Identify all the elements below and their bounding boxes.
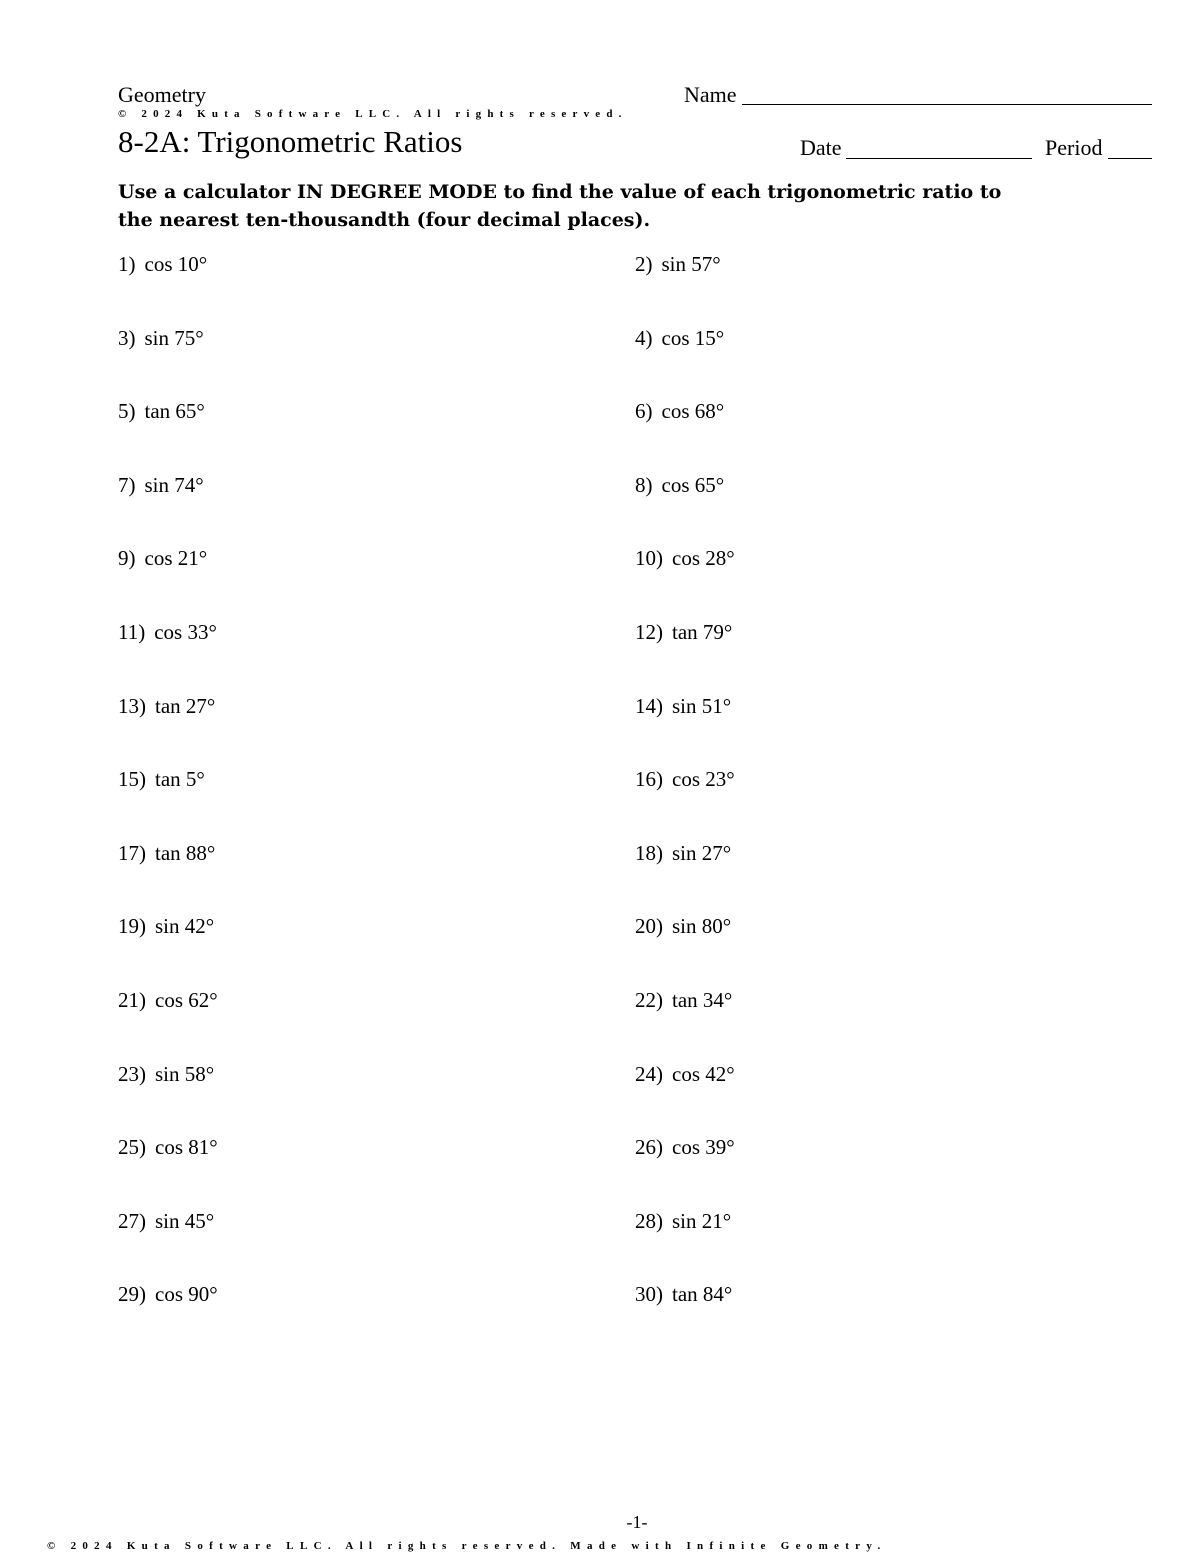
problem-item bbox=[635, 988, 732, 1013]
problem-number: 15) bbox=[118, 767, 146, 792]
problem-item bbox=[118, 767, 205, 792]
problem-expression: sin 21° bbox=[672, 1208, 732, 1233]
course-name: Geometry bbox=[118, 82, 206, 107]
problem-item bbox=[118, 326, 204, 351]
problem-expression: cos 10° bbox=[144, 252, 208, 276]
problem-item bbox=[118, 473, 204, 498]
problem-item bbox=[118, 1135, 218, 1160]
period-label: Period bbox=[1045, 135, 1103, 160]
problem-item bbox=[118, 546, 207, 571]
problem-number: 3) bbox=[118, 325, 136, 350]
problem-number: 2) bbox=[635, 252, 653, 276]
problem-number: 4) bbox=[635, 325, 653, 350]
problem-expression: tan 84° bbox=[672, 1282, 733, 1307]
problem-number: 25) bbox=[118, 1135, 146, 1160]
problem-number: 23) bbox=[118, 1061, 146, 1086]
problem-expression: tan 79° bbox=[672, 620, 733, 644]
problem-expression: sin 75° bbox=[144, 325, 204, 350]
problem-number: 9) bbox=[118, 546, 136, 571]
problem-item bbox=[118, 399, 205, 424]
problem-number: 10) bbox=[635, 546, 663, 571]
problem-expression: cos 28° bbox=[672, 546, 735, 571]
problem-expression: cos 62° bbox=[155, 988, 218, 1012]
problem-item bbox=[118, 694, 215, 719]
problem-number: 19) bbox=[118, 914, 146, 939]
problem-item bbox=[635, 252, 721, 277]
problem-item bbox=[635, 326, 724, 351]
problem-number: 30) bbox=[635, 1282, 663, 1307]
page-number: -1- bbox=[626, 1512, 648, 1532]
problem-number: 18) bbox=[635, 840, 663, 865]
problem-item bbox=[635, 914, 731, 939]
worksheet-title: 8-2A: Trigonometric Ratios bbox=[118, 124, 463, 159]
date-label: Date bbox=[800, 135, 842, 160]
problem-number: 26) bbox=[635, 1135, 663, 1160]
problem-expression: sin 51° bbox=[672, 693, 732, 718]
problem-expression: sin 74° bbox=[144, 472, 204, 497]
problem-item bbox=[118, 1209, 214, 1234]
problem-expression: tan 5° bbox=[155, 767, 205, 792]
problem-expression: cos 23° bbox=[672, 767, 735, 792]
problem-expression: sin 45° bbox=[155, 1208, 215, 1233]
problem-number: 17) bbox=[118, 840, 146, 865]
problem-expression: cos 81° bbox=[155, 1135, 218, 1160]
copyright-footer: © 2024 Kuta Software LLC. All rights reserved. Made with Infinite Geometry. bbox=[47, 1540, 887, 1552]
problem-number: 14) bbox=[635, 693, 663, 718]
problem-item bbox=[118, 914, 214, 939]
problem-expression: tan 34° bbox=[672, 988, 733, 1012]
problem-expression: tan 88° bbox=[155, 840, 216, 865]
problem-number: 24) bbox=[635, 1061, 663, 1086]
problem-number: 1) bbox=[118, 252, 136, 276]
name-blank-line bbox=[742, 104, 1152, 105]
problem-item bbox=[635, 399, 724, 424]
problem-item bbox=[635, 1135, 735, 1160]
problem-expression: cos 21° bbox=[144, 546, 208, 571]
problem-expression: cos 68° bbox=[661, 399, 725, 424]
problem-item bbox=[635, 1209, 731, 1234]
problem-expression: sin 27° bbox=[672, 840, 732, 865]
problem-expression: sin 42° bbox=[155, 914, 215, 939]
problem-item bbox=[635, 767, 735, 792]
problem-number: 21) bbox=[118, 988, 146, 1012]
problem-item bbox=[635, 620, 732, 645]
problem-number: 22) bbox=[635, 988, 663, 1012]
problem-number: 12) bbox=[635, 620, 663, 644]
problem-number: 7) bbox=[118, 472, 136, 497]
name-label: Name bbox=[684, 82, 737, 107]
problem-expression: tan 65° bbox=[144, 399, 205, 424]
problem-item bbox=[118, 1282, 218, 1307]
problem-expression: sin 58° bbox=[155, 1061, 215, 1086]
problem-item bbox=[118, 841, 215, 866]
problem-number: 11) bbox=[118, 620, 146, 644]
problem-item bbox=[635, 841, 731, 866]
copyright-header: © 2024 Kuta Software LLC. All rights reserved. bbox=[118, 108, 628, 120]
problem-expression: cos 90° bbox=[155, 1282, 218, 1307]
problem-expression: cos 39° bbox=[672, 1135, 735, 1160]
problem-number: 20) bbox=[635, 914, 663, 939]
problem-number: 13) bbox=[118, 693, 146, 718]
problem-item bbox=[118, 620, 217, 645]
problem-item bbox=[635, 1062, 735, 1087]
problem-item bbox=[118, 252, 207, 277]
problem-expression: cos 65° bbox=[661, 472, 725, 497]
problem-number: 16) bbox=[635, 767, 663, 792]
problem-item bbox=[635, 473, 724, 498]
problem-item bbox=[635, 1282, 732, 1307]
problem-number: 28) bbox=[635, 1208, 663, 1233]
problem-number: 27) bbox=[118, 1208, 146, 1233]
problem-expression: tan 27° bbox=[155, 693, 216, 718]
instructions: Use a calculator IN DEGREE MODE to find the value of each trigonometric ratio to the nearest ten-thousandth (four decimal places). bbox=[118, 181, 1002, 231]
problem-item bbox=[118, 988, 218, 1013]
problem-item bbox=[635, 694, 731, 719]
problem-expression: sin 80° bbox=[672, 914, 732, 939]
date-blank-line bbox=[846, 158, 1032, 159]
problem-item bbox=[118, 1062, 214, 1087]
problem-expression: cos 33° bbox=[154, 620, 217, 644]
problem-expression: cos 42° bbox=[672, 1061, 735, 1086]
problem-item bbox=[635, 546, 735, 571]
problem-number: 6) bbox=[635, 399, 653, 424]
period-blank-line bbox=[1108, 158, 1152, 159]
problem-number: 29) bbox=[118, 1282, 146, 1307]
problem-expression: cos 15° bbox=[661, 325, 725, 350]
problem-number: 5) bbox=[118, 399, 136, 424]
problem-expression: sin 57° bbox=[661, 252, 721, 276]
problem-number: 8) bbox=[635, 472, 653, 497]
